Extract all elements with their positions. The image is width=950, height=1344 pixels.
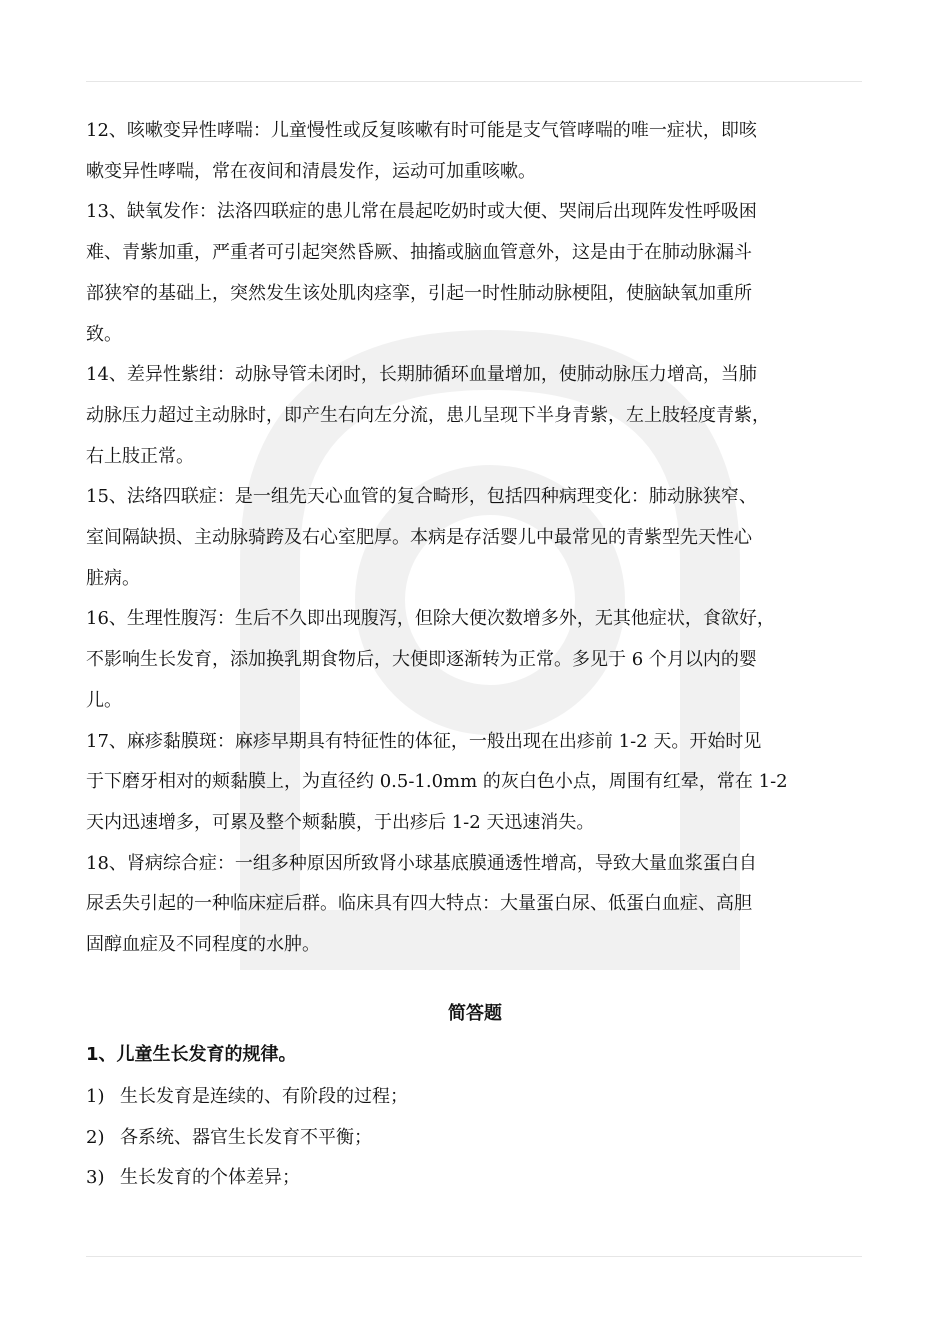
section-title: 简答题 [448, 1003, 502, 1024]
definition-paragraph: 15、法络四联症：是一组先天心血管的复合畸形，包括四种病理变化：肺动脉狭窄、 室间隔缺损、主动脉骑跨及右心室肥厚。本病是存活婴儿中最常见的青紫型先天性心 脏病。 [86, 486, 757, 589]
question-heading: 1、儿童生长发育的规律。 [86, 1044, 297, 1065]
list-item [86, 1158, 866, 1199]
list-item [86, 1118, 866, 1159]
definition-paragraph: 18、肾病综合症：一组多种原因所致肾小球基底膜通透性增高，导致大量血浆蛋白自 尿丢失引起的一种临床症后群。临床具有四大特点：大量蛋白尿、低蛋白血症、高胆 固醇血症及不同程度的水肿。 [86, 852, 757, 956]
list-item [86, 1077, 866, 1118]
header-rule [86, 81, 862, 82]
list-item-text: 各系统、器官生长发育不平衡； [120, 1126, 372, 1148]
answer-list [86, 1077, 866, 1199]
list-item-number: 3) [86, 1167, 105, 1188]
definition-paragraph: 17、麻疹黏膜斑：麻疹早期具有特征性的体征，一般出现在出疹前 1-2 天。开始时见 于下磨牙相对的颊黏膜上，为直径约 0.5-1.0mm 的灰白色小点，周围有红晕，常在 1-2 天内迅速增多，可累及整个颊黏膜，于出疹后 1-2 天迅速消失。 [86, 730, 788, 833]
list-item-text: 生长发育的个体差异； [120, 1167, 300, 1188]
definition-paragraph: 13、缺氧发作：法洛四联症的患儿常在晨起吃奶时或大便、哭闹后出现阵发性呼吸困 难、青紫加重，严重者可引起突然昏厥、抽搐或脑血管意外，这是由于在肺动脉漏斗 部狭窄的基础上，突然发生该处肌肉痉挛，引起一时性肺动脉梗阻，使脑缺氧加重所 致。 [86, 201, 757, 345]
definition-paragraph: 12、咳嗽变异性哮喘：儿童慢性或反复咳嗽有时可能是支气管哮喘的唯一症状，即咳 嗽变异性哮喘，常在夜间和清晨发作，运动可加重咳嗽。 [86, 120, 757, 182]
definition-paragraph: 16、生理性腹泻：生后不久即出现腹泻，但除大便次数增多外，无其他症状，食欲好， 不影响生长发育，添加换乳期食物后，大便即逐渐转为正常。多见于 6 个月以内的婴 儿。 [86, 608, 775, 711]
list-item-text: 生长发育是连续的、有阶段的过程； [120, 1086, 408, 1107]
list-item-number: 2) [86, 1126, 105, 1148]
definitions-list [86, 111, 876, 966]
list-item-number: 1) [86, 1086, 105, 1107]
definition-paragraph: 14、差异性紫绀：动脉导管未闭时，长期肺循环血量增加，使肺动脉压力增高，当肺 动脉压力超过主动脉时，即产生右向左分流，患儿呈现下半身青紫，左上肢轻度青紫， 右上肢正常。 [86, 364, 770, 467]
footer-rule [86, 1256, 862, 1257]
